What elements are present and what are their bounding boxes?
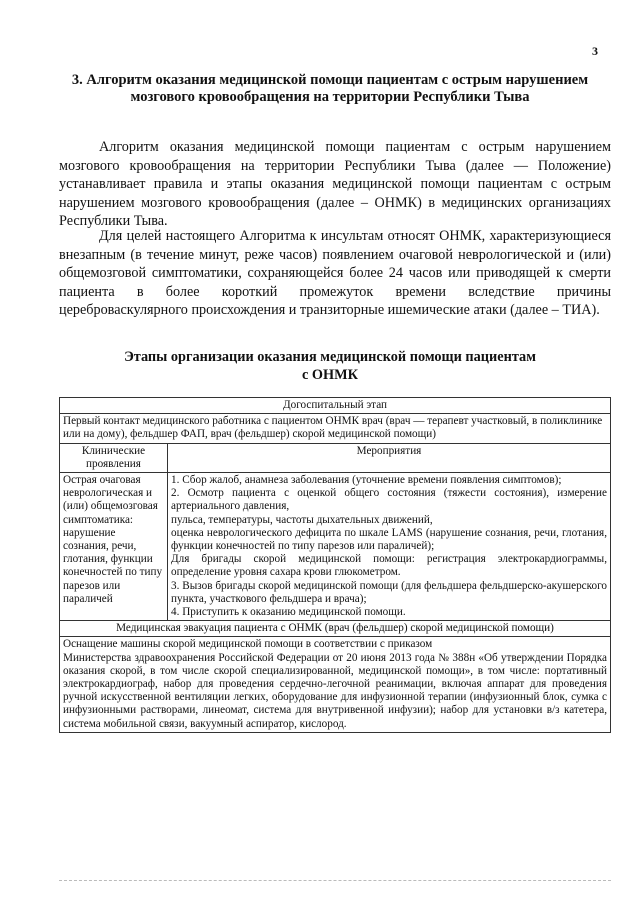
measure-item: оценка неврологического дефицита по шкале LAMS (нарушение сознания, речи, глотания, функции конечностей по типу парезов или параличей); bbox=[171, 526, 607, 553]
bottom-divider bbox=[59, 880, 611, 881]
measures-cell bbox=[168, 473, 611, 621]
definition-paragraph: Для целей настоящего Алгоритма к инсультам относят ОНМК, характеризующиеся внезапным (в течение минут, реже часов) появлением очаговой неврологической и (или) общемозговой симптоматики, сохраняющейся более 24 часов или приводящей к смерти пациента в более короткий промежуток времени вследствие причины цереброваскулярного происхождения и транзиторные ишемические атаки (далее – ТИА). bbox=[59, 228, 611, 319]
table-row bbox=[60, 473, 611, 621]
measure-item: Для бригады скорой медицинской помощи: регистрация электрокардиограммы, определение уровня сахара крови глюкометром. bbox=[171, 553, 607, 579]
equipment-body: Министерства здравоохранения Российской Федерации от 20 июня 2013 года № 388н «Об утверждении Порядка оказания скорой, в том числе скорой специализированной, медицинской помощи», в том числе: портативный электрокардиограф, набор для проведения сердечно-легочной реанимации, включая аппарат для проведения ручной искусственной вентиляции легких, оборудование для инфузионной терапии (инфузионный блок, сумка с инфузионными растворами, линеомат, система для внутривенной инфузии); набор для установки в/з катетера, система мобильной связи, вакуумный аспиратор, кислород. bbox=[63, 651, 607, 730]
table-row bbox=[60, 621, 611, 637]
table-row bbox=[60, 398, 611, 414]
measure-item: пульса, температуры, частоты дыхательных движений, bbox=[171, 513, 433, 526]
table-row bbox=[60, 414, 611, 443]
measure-item: 1. Сбор жалоб, анамнеза заболевания (уточнение времени появления симптомов); bbox=[171, 474, 562, 487]
table-row bbox=[60, 637, 611, 732]
measure-item: 2. Осмотр пациента с оценкой общего состояния (тяжести состояния), измерение артериального давления, bbox=[171, 487, 607, 513]
stage-header-cell: Догоспитальный этап bbox=[60, 398, 611, 414]
intro-paragraph: Алгоритм оказания медицинской помощи пациентам с острым нарушением мозгового кровообращения на территории Республики Тыва (далее — Положение) устанавливает правила и этапы оказания медицинской помощи пациентам с острым нарушением мозгового кровообращения (далее – ОНМК) в медицинских организациях Республики Тыва. bbox=[59, 139, 611, 230]
first-contact-cell: Первый контакт медицинского работника с пациентом ОНМК врач (врач — терапевт участковый, в поликлинике или на дому), фельдшер ФАП, врач (фельдшер) скорой медицинской помощи) bbox=[60, 414, 611, 443]
care-stages-table bbox=[59, 397, 611, 733]
equipment-cell bbox=[60, 637, 611, 732]
column-header-manifestations: Клинические проявления bbox=[60, 443, 168, 472]
table-row bbox=[60, 443, 611, 472]
manifestations-cell: Острая очаговая неврологическая и (или) общемозговая симптоматика: нарушение сознания, речи, глотания, функции конечностей по типу парезов или параличей bbox=[60, 473, 168, 621]
measure-item: 3. Вызов бригады скорой медицинской помощи (для фельдшера фельдшерско-акушерского пункта, участкового фельдшера и врача); bbox=[171, 579, 607, 605]
evacuation-cell: Медицинская эвакуация пациента с ОНМК (врач (фельдшер) скорой медицинской помощи) bbox=[60, 621, 611, 637]
measure-item: 4. Приступить к оказанию медицинской помощи. bbox=[171, 606, 406, 619]
section-title: 3. Алгоритм оказания медицинской помощи пациентам с острым нарушением мозгового кровообращения на территории Республики Тыва bbox=[71, 72, 589, 105]
table-title: Этапы организации оказания медицинской помощи пациентам с ОНМК bbox=[124, 349, 536, 383]
column-header-measures: Мероприятия bbox=[168, 443, 611, 472]
equipment-intro: Оснащение машины скорой медицинской помощи в соответствии с приказом bbox=[63, 638, 433, 651]
page-number: 3 bbox=[592, 44, 598, 58]
